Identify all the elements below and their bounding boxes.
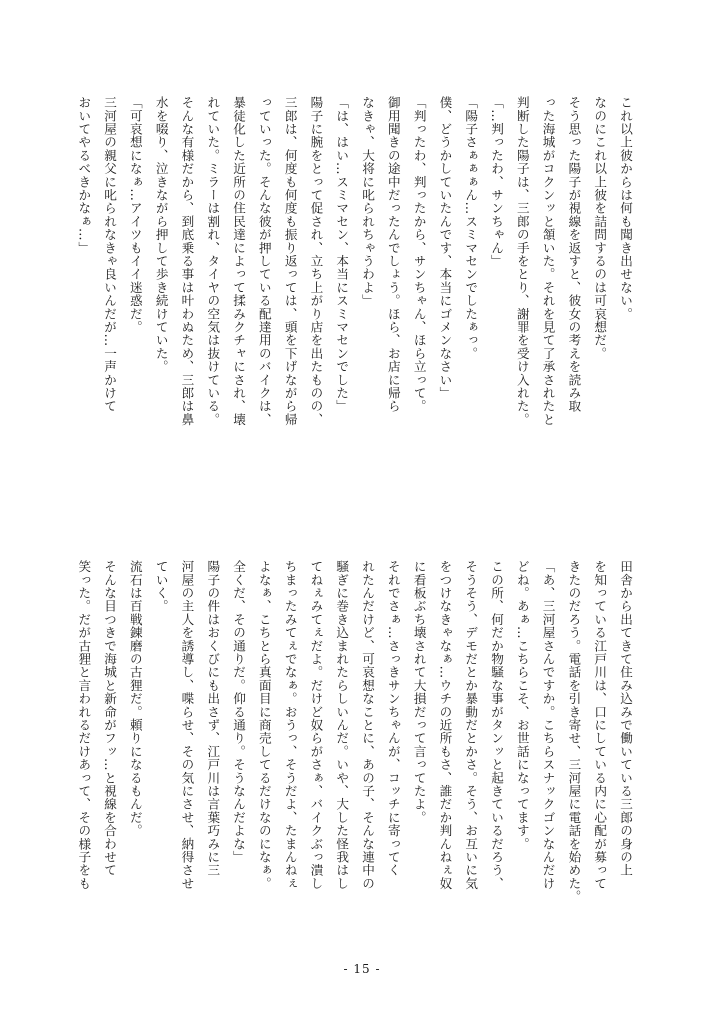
text-line: 三河屋の親父に叱られなきゃ良いんだが…一声かけて xyxy=(102,96,118,413)
text-line: 僕、どうかしていたんです、本当にゴメンなさい」 xyxy=(437,96,453,400)
text-line: ちまったみてぇでなぁ。おうっ、そうだよ、たまんねぇ xyxy=(282,560,298,890)
text-line: そんな有様だから、到底乗る事は叶わぬため、三郎は鼻 xyxy=(179,96,195,426)
text-line: 判断した陽子は、三郎の手をとり、謝罪を受け入れた。 xyxy=(514,96,530,426)
text-line: 「可哀想になぁ…アイツもイイ迷惑だ。 xyxy=(127,96,143,334)
text-line: そう思った陽子が視線を返すと、彼女の考えを読み取 xyxy=(566,96,582,413)
text-line: どね。あぁ…こちらこそ、お世話になってます。 xyxy=(514,560,530,851)
text-line: った海城がコクンッと頷いた。それを見て了承されたと xyxy=(540,96,556,426)
text-line: 「あ、三河屋さんですか。こちらスナックゴンなんだけ xyxy=(540,560,556,890)
text-line: れていた。ミラーは割れ、タイヤの空気は抜けている。 xyxy=(205,96,221,426)
text-line: 陽子の件はおくびにも出さず、江戸川は言葉巧みに三 xyxy=(205,560,221,877)
page-number: - 15 - xyxy=(343,962,381,976)
text-line: おいてやるべきかなぁ…」 xyxy=(76,96,92,255)
text-line: この所、何だか物騒な事がタンッと起きているだろう、 xyxy=(489,560,505,890)
text-line: 全くだ、その通りだ。仰る通り。そうなんだよな」 xyxy=(231,560,247,864)
text-line: をつけなきゃなぁ…ウチの近所もさ、誰だか判んねぇ奴 xyxy=(437,560,453,890)
text-line: そうそう、デモだとか暴動だとかさ。そう、お互いに気 xyxy=(463,560,479,890)
text-line: 水を啜り、泣きながら押して歩き続けていた。 xyxy=(153,96,169,374)
text-line: 暴徒化した近所の住民達によって揉みクチャにされ、壊 xyxy=(231,96,247,426)
text-line: よなぁ、こちとら真面目に商売してるだけなのになぁ。 xyxy=(256,560,272,890)
text-line: これ以上彼からは何も聞き出せない。 xyxy=(618,96,633,321)
text-line: 「は、はい…スミマセン、本当にスミマセンでした」 xyxy=(334,96,350,413)
text-line: てねぇみてぇだよ。だけど奴らがさぁ、バイクぶっ潰し xyxy=(308,560,324,890)
text-line: 「…判ったわ、サンちゃん」 xyxy=(489,96,505,268)
text-line: を知っている江戸川は、口にしている内に心配が募って xyxy=(592,560,608,890)
text-line: れたんだけど、可哀想なことに、あの子、そんな連中の xyxy=(360,560,376,890)
text-line: 田舎から出てきて住み込みで働いている三郎の身の上 xyxy=(618,560,633,877)
upper-text-block xyxy=(70,96,638,496)
text-line: 笑った。だが古狸と言われるだけあって、その様子をも xyxy=(76,560,92,890)
text-line: に看板ぶち壊されて大損だって言ってたよ。 xyxy=(411,560,427,824)
text-line: 三郎は、何度も何度も振り返っては、頭を下げながら帰 xyxy=(282,96,298,426)
text-line: きたのだろう。電話を引き寄せ、三河屋に電話を始めた。 xyxy=(566,560,582,904)
text-line: 騒ぎに巻き込まれたらしいんだ。いや、大した怪我はし xyxy=(334,560,350,890)
text-line: 河屋の主人を誘導し、喋らせ、その気にさせ、納得させ xyxy=(179,560,195,890)
text-line: それでさぁ…さっきサンちゃんが、コッチに寄ってく xyxy=(385,560,401,877)
text-line: 御用聞きの途中だったんでしょう。ほら、お店に帰ら xyxy=(385,96,401,413)
lower-text-block xyxy=(70,560,638,958)
text-line: っていった。そんな彼が押している配達用のバイクは、 xyxy=(256,96,272,426)
text-line: 「陽子さぁぁぁん…スミマセンでしたぁっ。 xyxy=(463,96,479,360)
text-line: そんな目つきで海城と新命がフッ…と視線を合わせて xyxy=(102,560,118,877)
text-line: 陽子に腕をとって促され、立ち上がり店を出たものの、 xyxy=(308,96,324,426)
text-line: なきゃ、大将に叱られちゃうわよ」 xyxy=(360,96,376,308)
text-line: ていく。 xyxy=(153,560,169,613)
text-line: 流石は百戦錬磨の古狸だ。頼りになるもんだ。 xyxy=(127,560,143,838)
text-line: なのにこれ以上彼を詰問するのは可哀想だ。 xyxy=(592,96,608,360)
text-line: 「判ったわ、判ったから、サンちゃん、ほら立って。 xyxy=(411,96,427,413)
